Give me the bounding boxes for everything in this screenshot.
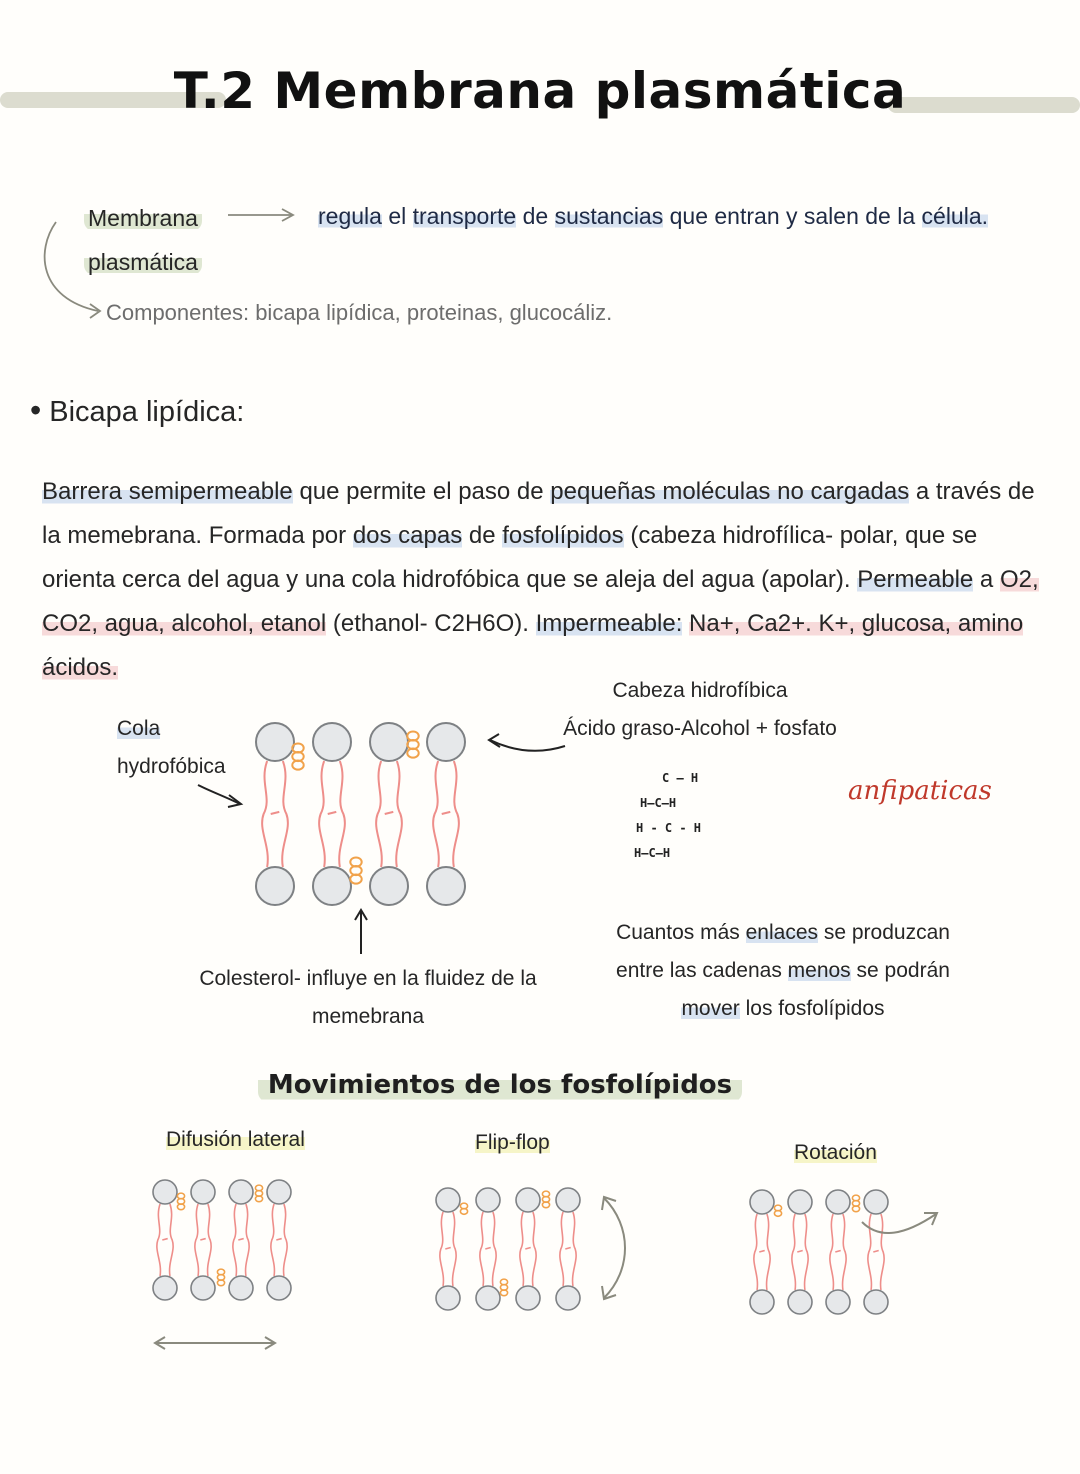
- phosphate-head-bottom: [153, 1276, 177, 1300]
- phosphate-head-bottom: [229, 1276, 253, 1300]
- fatty-acid-tail: [233, 1204, 249, 1276]
- def-part-5: sustancias: [554, 203, 664, 229]
- formula: [632, 766, 701, 866]
- flipflop-label-text: Flip-flop: [475, 1131, 550, 1154]
- rotation-diagram: [732, 1178, 912, 1328]
- para-permeable: Permeable: [857, 566, 974, 593]
- term-line-1: Membrana: [84, 205, 202, 231]
- def-part-6: que entran y salen de la: [663, 203, 922, 229]
- colesterol-label: [190, 960, 546, 1036]
- flipflop-curved-arrow: [604, 1198, 625, 1298]
- lateral-arrow-left-head: [155, 1337, 165, 1349]
- phosphate-head-top: [864, 1190, 888, 1214]
- phosphate-head-bottom: [788, 1290, 812, 1314]
- phosphate-head-top: [229, 1180, 253, 1204]
- phosphate-head-bottom: [476, 1286, 500, 1310]
- para-barrera: Barrera semipermeable: [42, 478, 293, 505]
- def-part-4: de: [516, 203, 555, 229]
- def-part-2: el: [381, 203, 413, 229]
- phosphate-head-top: [267, 1180, 291, 1204]
- para-text-12: (ethanol- C2H6O).: [326, 610, 536, 637]
- phosphate-head-bottom: [313, 867, 351, 905]
- phosphate-head-top: [826, 1190, 850, 1214]
- fatty-acid-tail: [195, 1204, 211, 1276]
- note-line-1: [598, 914, 968, 952]
- flipflop-arrow-top-head: [602, 1197, 616, 1210]
- fatty-acid-tail: [262, 761, 288, 867]
- fatty-acid-tail: [868, 1214, 884, 1290]
- phosphate-head-top: [750, 1190, 774, 1214]
- phosphate-head-top: [313, 723, 351, 761]
- phosphate-head-bottom: [191, 1276, 215, 1300]
- lateral-arrow-right-head: [265, 1337, 275, 1349]
- phosphate-head-top: [556, 1188, 580, 1212]
- note-2b: menos: [787, 959, 851, 982]
- bullet: •: [30, 392, 42, 428]
- fatty-acid-tail: [433, 761, 459, 867]
- para-text-2: que permite el paso de: [292, 478, 551, 505]
- movement-label-lateral: [166, 1128, 305, 1152]
- note-line-2: [598, 952, 968, 990]
- phosphate-head-bottom: [267, 1276, 291, 1300]
- fatty-acid-tail: [319, 761, 345, 867]
- para-permeable-list: O2, CO2, agua, alcohol, etanol: [42, 566, 1039, 637]
- para-text-10: a: [973, 566, 1000, 593]
- phosphate-head-top: [788, 1190, 812, 1214]
- flipflop-arrow-bottom-head: [602, 1286, 616, 1299]
- fatty-acid-tail: [376, 761, 402, 867]
- phosphate-head-bottom: [256, 867, 294, 905]
- rotacion-label-text: Rotación: [794, 1141, 877, 1164]
- term-line-2: plasmática: [84, 249, 202, 275]
- phosphate-head-bottom: [826, 1290, 850, 1314]
- para-impermeable: Impermeable:: [535, 610, 683, 637]
- phosphate-head-bottom: [750, 1290, 774, 1314]
- page-title: T.2 Membrana plasmática: [173, 62, 907, 120]
- para-fosfolipidos: fosfolípidos: [502, 522, 624, 549]
- cabeza-label: [560, 672, 840, 748]
- definition-text: [318, 203, 988, 230]
- note-3b: los fosfolípidos: [739, 997, 885, 1020]
- phosphate-head-top: [436, 1188, 460, 1212]
- lateral-label-text: Difusión lateral: [166, 1128, 305, 1151]
- colesterol-line-2: memebrana: [311, 1005, 425, 1028]
- phosphate-head-top: [476, 1188, 500, 1212]
- movements-heading: Movimientos de los fosfolípidos: [258, 1068, 742, 1102]
- phosphate-head-bottom: [556, 1286, 580, 1310]
- fatty-acid-tail: [830, 1214, 846, 1290]
- fatty-acid-tail: [271, 1204, 287, 1276]
- fatty-acid-tail: [480, 1212, 496, 1286]
- para-text-8: (cabeza hidrofílica- polar, que se orienta cerca del agua y una cola hidrofóbica que se aleja del agua (apolar).: [42, 522, 978, 593]
- movements-heading-wrap: [0, 1070, 1000, 1100]
- note-line-3: [598, 990, 968, 1028]
- note-2a: entre las cadenas: [616, 959, 788, 982]
- note-3a: mover: [681, 997, 740, 1020]
- section-heading: [30, 392, 244, 429]
- def-part-7: célula.: [921, 203, 989, 229]
- cola-line-2: hydrofóbica: [117, 755, 226, 778]
- def-part-1: regula: [318, 203, 382, 229]
- bonds-note: [598, 914, 968, 1028]
- formula-row-2: H–C–H: [640, 796, 677, 810]
- anfipaticas-label: anfipaticas: [848, 776, 992, 806]
- phosphate-head-top: [370, 723, 408, 761]
- main-bilayer-diagram: [180, 710, 600, 930]
- fatty-acid-tail: [792, 1214, 808, 1290]
- formula-row-1: C – H: [662, 771, 699, 785]
- formula-row-4: H–C–H: [634, 846, 671, 860]
- fatty-acid-tail: [440, 1212, 456, 1286]
- phosphate-head-bottom: [864, 1290, 888, 1314]
- def-part-3: transporte: [412, 203, 517, 229]
- cabeza-line-2: Ácido graso-Alcohol + fosfato: [563, 717, 837, 740]
- para-dos-capas: dos capas: [352, 522, 463, 549]
- phosphate-head-top: [256, 723, 294, 761]
- phosphate-head-top: [153, 1180, 177, 1204]
- fatty-acid-tail: [754, 1214, 770, 1290]
- movement-label-flipflop: [475, 1131, 550, 1155]
- para-text-6: de: [462, 522, 503, 549]
- section-heading-text: Bicapa lipídica:: [49, 396, 245, 428]
- para-impermeable-list: Na+, Ca2+. K+, glucosa, amino ácidos.: [42, 610, 1024, 681]
- bilayer-paragraph: [42, 470, 1052, 690]
- phosphate-head-top: [427, 723, 465, 761]
- formula-row-3: H - C - H: [636, 821, 702, 835]
- note-1c: se produzcan: [818, 921, 950, 944]
- phosphate-head-top: [516, 1188, 540, 1212]
- cabeza-line-1: Cabeza hidrofíbica: [612, 679, 788, 702]
- note-1a: Cuantos más: [616, 921, 746, 944]
- fatty-acid-tail: [520, 1212, 536, 1286]
- phosphate-head-bottom: [516, 1286, 540, 1310]
- movement-label-rotacion: [794, 1141, 877, 1165]
- fatty-acid-tail: [560, 1212, 576, 1286]
- para-text-4: a través de la memebrana. Formada por: [42, 478, 1035, 549]
- flipflop-diagram: [420, 1176, 600, 1326]
- cola-line-1: Cola: [117, 717, 161, 740]
- phosphate-head-bottom: [370, 867, 408, 905]
- lateral-diffusion-diagram: [135, 1170, 315, 1310]
- note-2c: se podrán: [850, 959, 950, 982]
- para-pequenas: pequeñas moléculas no cargadas: [550, 478, 910, 505]
- fatty-acid-tail: [157, 1204, 173, 1276]
- components-line: Componentes: bicapa lipídica, proteinas, glucocáliz.: [106, 300, 613, 325]
- phosphate-head-top: [191, 1180, 215, 1204]
- phosphate-head-bottom: [427, 867, 465, 905]
- phosphate-head-bottom: [436, 1286, 460, 1310]
- colesterol-line-1: Colesterol- influye en la fluidez de la: [199, 967, 537, 990]
- note-1b: enlaces: [745, 921, 819, 944]
- rotation-arrow-head: [924, 1213, 937, 1225]
